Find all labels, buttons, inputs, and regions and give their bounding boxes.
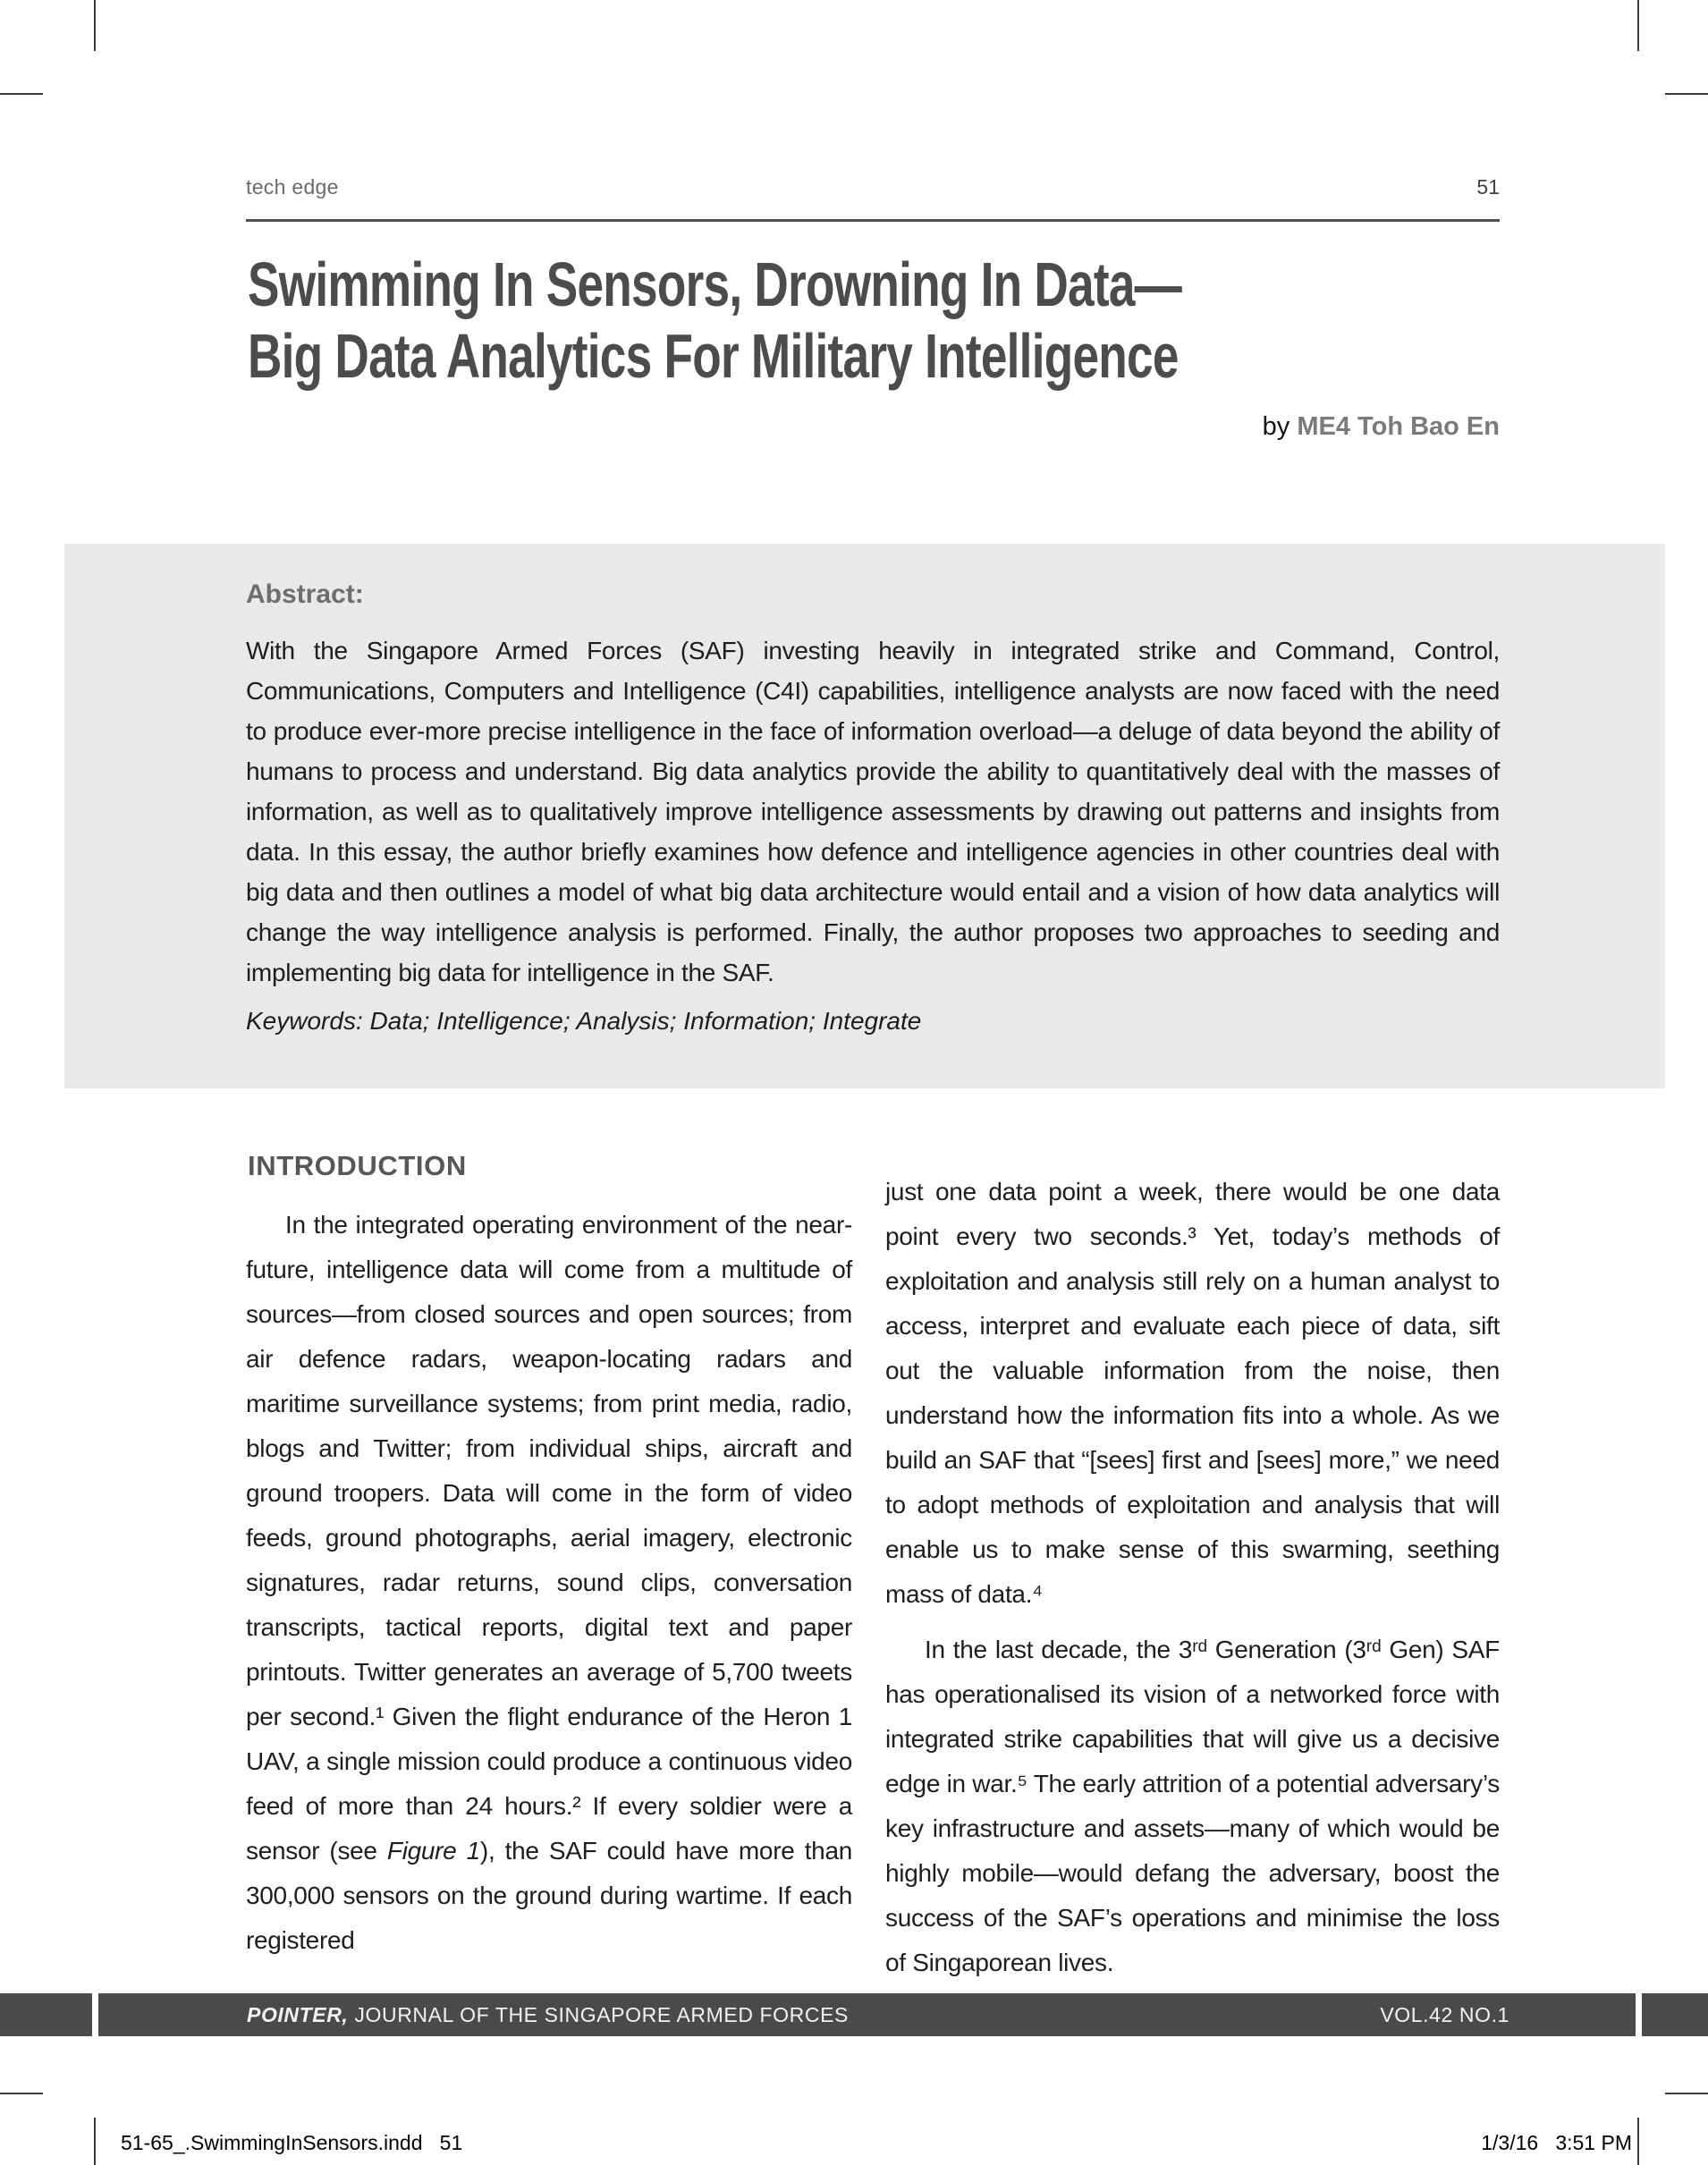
abstract-keywords: Keywords: Data; Intelligence; Analysis; Information; Integrate [246,1007,922,1035]
article-title [248,249,1589,401]
page-number: 51 [1476,175,1500,199]
footer-journal-name [247,1993,849,2036]
crop-mark-top-right-vertical [1637,0,1639,51]
abstract-heading: Abstract: [246,579,364,609]
crop-mark-bottom-right-vertical [1637,2118,1639,2165]
abstract-box [64,544,1665,1088]
crop-mark-bottom-left-horizontal [0,2093,43,2094]
body-paragraph: just one data point a week, there would be one data point every two seconds.³ Yet, today’s methods of exploitation and analysis still rely on a human analyst to access, interpret and evaluate each piece of data, sift out the valuable information from the noise, then understand how the information fits into a whole. As we build an SAF that “[sees] first and [sees] more,” we need to adopt methods of exploitation and analysis that will enable us to make sense of this swarming, seething mass of data.⁴ [885,1178,1500,1608]
running-header-section: tech edge [246,175,339,199]
body-column-right [885,1170,1500,1985]
body-paragraph: In the last decade, the 3ʳᵈ Generation (3ʳᵈ Gen) SAF has operationalised its vision of a networked force with integrated strike capabilities that will give us a decisive edge in war.⁵ The early attrition of a potential adversary’s key infrastructure and assets—many of which would be highly mobile—would defang the adversary, boost the success of the SAF’s operations and minimise the loss of Singaporean lives. [885,1636,1500,1976]
crop-mark-bottom-left-vertical [94,2118,96,2165]
footer-bar [0,1993,1708,2036]
section-heading-introduction: INTRODUCTION [248,1150,467,1181]
footer-journal-name-rest: JOURNAL OF THE SINGAPORE ARMED FORCES [348,2003,849,2026]
footer-volume-issue: VOL.42 NO.1 [1380,2003,1509,2026]
crop-mark-bottom-right-horizontal [1665,2093,1708,2094]
footer-journal-name-bold: POINTER, [247,2003,349,2026]
crop-mark-top-left-vertical [94,0,96,51]
crop-mark-gap [1636,1993,1642,2036]
byline-prefix: by [1262,412,1298,441]
body-paragraph: In the integrated operating environment of the near-future, intelligence data will come from a multitude of sources—from closed sources and open sources; from air defence radars, weapon-locating radars and maritime surveillance systems; from print media, radio, blogs and Twitter; from individual ships, aircraft and ground troopers. Data will come in the form of video feeds, ground photographs, aerial imagery, electronic signatures, radar returns, sound clips, conversation transcripts, tactical reports, digital text and paper printouts. Twitter generates an average of 5,700 tweets per second.¹ Given the flight endurance of the Heron 1 UAV, a single mission could produce a continuous video feed of more than 24 hours.² If every soldier were a sensor (see Figure 1), the SAF could have more than 300,000 sensors on the ground during wartime. If each registered [246,1211,852,1954]
crop-mark-top-left-horizontal [0,93,43,95]
abstract-body: With the Singapore Armed Forces (SAF) investing heavily in integrated strike and Command, Control, Communications, Computers and Intelligence (C4I) capabilities, intelligence analysts are now faced with the need to produce ever-more precise intelligence in the face of information overload—a deluge of data beyond the ability of humans to process and understand. Big data analytics provide the ability to quantitatively deal with the masses of information, as well as to qualitatively improve intelligence assessments by drawing out patterns and insights from data. In this essay, the author briefly examines how defence and intelligence agencies in other countries deal with big data and then outlines a model of what big data architecture would entail and a vision of how data analytics will change the way intelligence analysis is performed. Finally, the author proposes two approaches to seeding and implementing big data for intelligence in the SAF. [246,637,1500,986]
print-slug-filename: 51-65_.SwimmingInSensors.indd 51 [121,2131,463,2154]
header-rule [246,219,1500,222]
byline [1263,412,1500,442]
article-title-line1: Swimming In Sensors, Drowning In Data— [248,249,1182,319]
crop-mark-top-right-horizontal [1665,93,1708,95]
article-title-line2: Big Data Analytics For Military Intelligence [248,321,1179,391]
print-slug-timestamp: 1/3/16 3:51 PM [1481,2131,1632,2154]
author-name: ME4 Toh Bao En [1297,412,1500,441]
body-column-left [246,1203,852,1963]
crop-mark-gap [92,1993,98,2036]
